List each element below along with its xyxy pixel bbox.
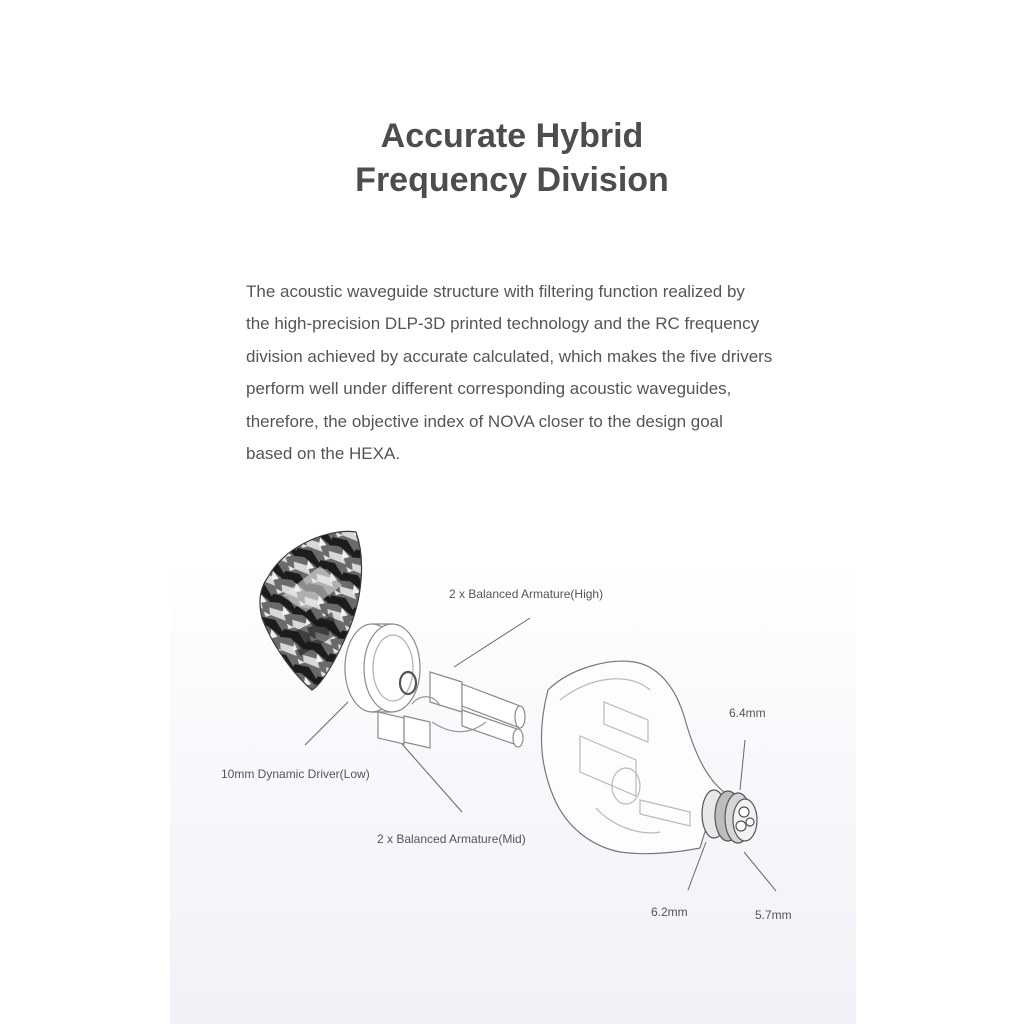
description-line: based on the HEXA. (246, 444, 401, 464)
shell-body (541, 661, 724, 854)
leader-line-5-7mm (744, 852, 776, 891)
description-line: The acoustic waveguide structure with filtering function realized by (246, 282, 745, 301)
title-line-2: Frequency Division (355, 161, 669, 199)
leader-line-ba-mid (402, 744, 462, 812)
description-line: therefore, the objective index of NOVA closer to the design goal (246, 411, 723, 431)
label-ba-mid: 2 x Balanced Armature(Mid) (377, 832, 526, 846)
dynamic-driver (345, 624, 420, 712)
nozzle (702, 790, 757, 843)
balanced-armature-high (430, 672, 525, 747)
description-line: division achieved by accurate calculated, which makes the five drivers (246, 346, 773, 366)
title-line-1: Accurate Hybrid (380, 117, 644, 155)
leader-line-dynamic-driver (305, 702, 348, 745)
leader-line-6-4mm (740, 740, 745, 790)
leader-line-ba-high (454, 618, 530, 667)
description-line: perform well under different corresponding acoustic waveguides, (246, 379, 732, 399)
label-dynamic-driver: 10mm Dynamic Driver(Low) (221, 767, 370, 781)
description-line: the high-precision DLP-3D printed technology and the RC frequency (246, 314, 760, 334)
label-ba-high: 2 x Balanced Armature(High) (449, 587, 604, 601)
label-nozzle-6-4mm: 6.4mm (729, 706, 766, 720)
label-nozzle-5-7mm: 5.7mm (755, 908, 792, 922)
label-nozzle-6-2mm: 6.2mm (651, 905, 688, 919)
